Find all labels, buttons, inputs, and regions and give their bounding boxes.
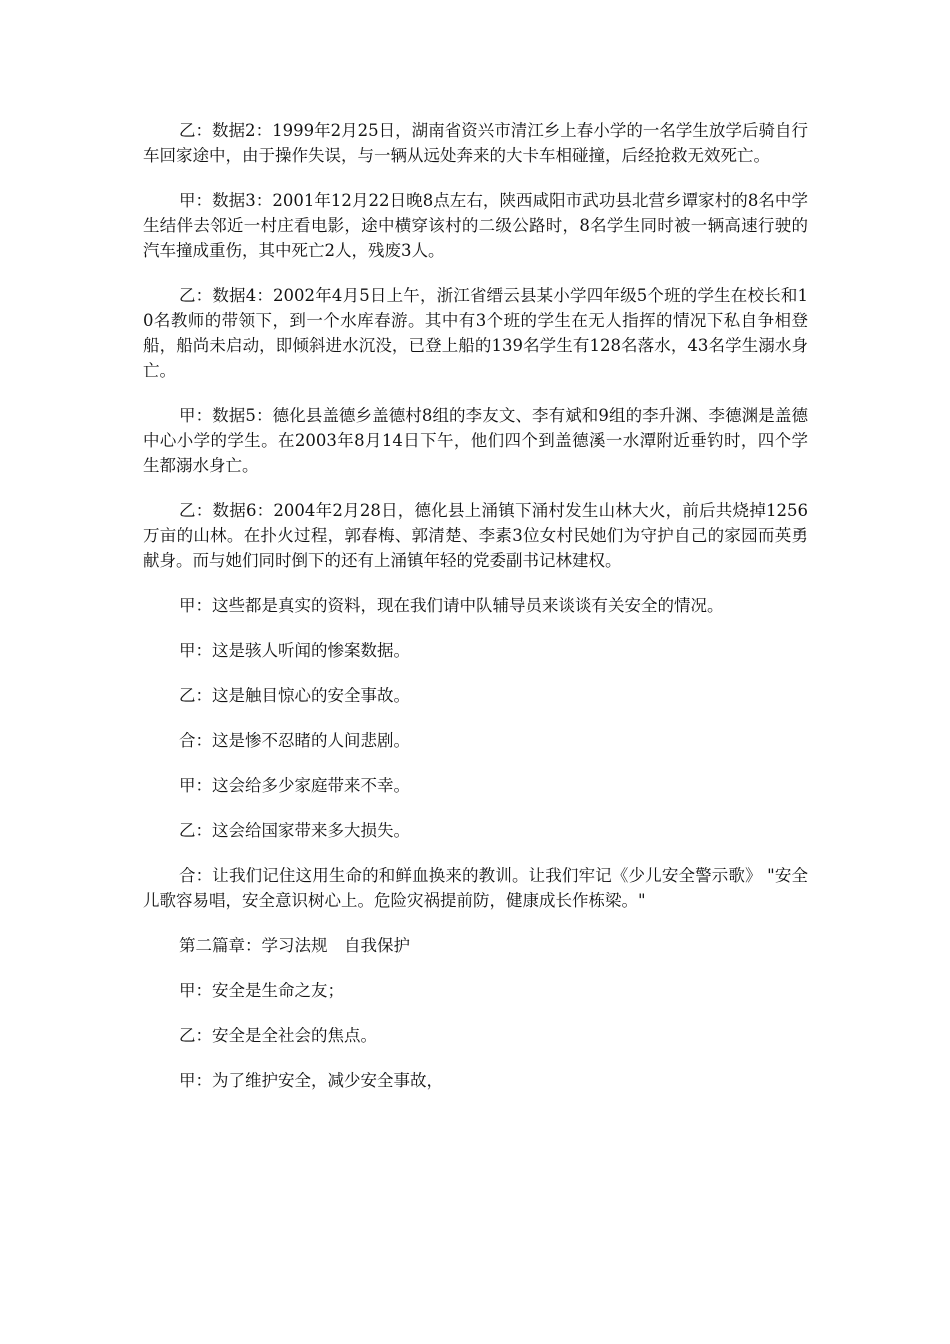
paragraph-dialogue: 乙：安全是全社会的焦点。 (179, 1026, 377, 1045)
chapter-heading: 第二篇章：学习法规 自我保护 (179, 936, 410, 955)
paragraph-data-4: 乙：数据4：2002年4月5日上午，浙江省缙云县某小学四年级5个班的学生在校长和10名教师的带领下，到一个水库春游。其中有3个班的学生在无人指挥的情况下私自争相登船，船尚未启动，即倾斜进水沉没，已登上船的139名学生有128名落水，43名学生溺水身亡。 (143, 286, 808, 380)
paragraph-dialogue: 甲：为了维护安全，减少安全事故， (179, 1071, 443, 1090)
paragraph-dialogue: 乙：这会给国家带来多大损失。 (179, 821, 410, 840)
paragraph-safety-song: 合：让我们记住这用生命的和鲜血换来的教训。让我们牢记《少儿安全警示歌》 "安全儿歌容易唱，安全意识树心上。危险灾祸提前防，健康成长作栋梁。" (143, 866, 808, 910)
paragraph-data-6: 乙：数据6：2004年2月28日，德化县上涌镇下涌村发生山林大火，前后共烧掉1256万亩的山林。在扑火过程，郭春梅、郭清楚、李素3位女村民她们为守护自己的家园而英勇献身。而与她们同时倒下的还有上涌镇年轻的党委副书记林建权。 (143, 501, 808, 570)
paragraph-data-3: 甲：数据3：2001年12月22日晚8点左右，陕西咸阳市武功县北营乡谭家村的8名中学生结伴去邻近一村庄看电影，途中横穿该村的二级公路时，8名学生同时被一辆高速行驶的汽车撞成重伤，其中死亡2人，残废3人。 (143, 191, 808, 260)
paragraph-dialogue: 甲：安全是生命之友； (179, 981, 344, 1000)
document-page (143, 118, 808, 1113)
paragraph-dialogue: 甲：这会给多少家庭带来不幸。 (179, 776, 410, 795)
paragraph-dialogue: 甲：这是骇人听闻的惨案数据。 (179, 641, 410, 660)
paragraph-data-5: 甲：数据5：德化县盖德乡盖德村8组的李友文、李有斌和9组的李升渊、李德渊是盖德中心小学的学生。在2003年8月14日下午，他们四个到盖德溪一水潭附近垂钓时，四个学生都溺水身亡。 (143, 406, 808, 475)
paragraph-dialogue: 乙：这是触目惊心的安全事故。 (179, 686, 410, 705)
paragraph-dialogue: 合：这是惨不忍睹的人间悲剧。 (179, 731, 410, 750)
paragraph-data-2: 乙：数据2：1999年2月25日，湖南省资兴市清江乡上春小学的一名学生放学后骑自行车回家途中，由于操作失误，与一辆从远处奔来的大卡车相碰撞，后经抢救无效死亡。 (143, 121, 808, 165)
paragraph-dialogue: 甲：这些都是真实的资料，现在我们请中队辅导员来谈谈有关安全的情况。 (179, 596, 724, 615)
